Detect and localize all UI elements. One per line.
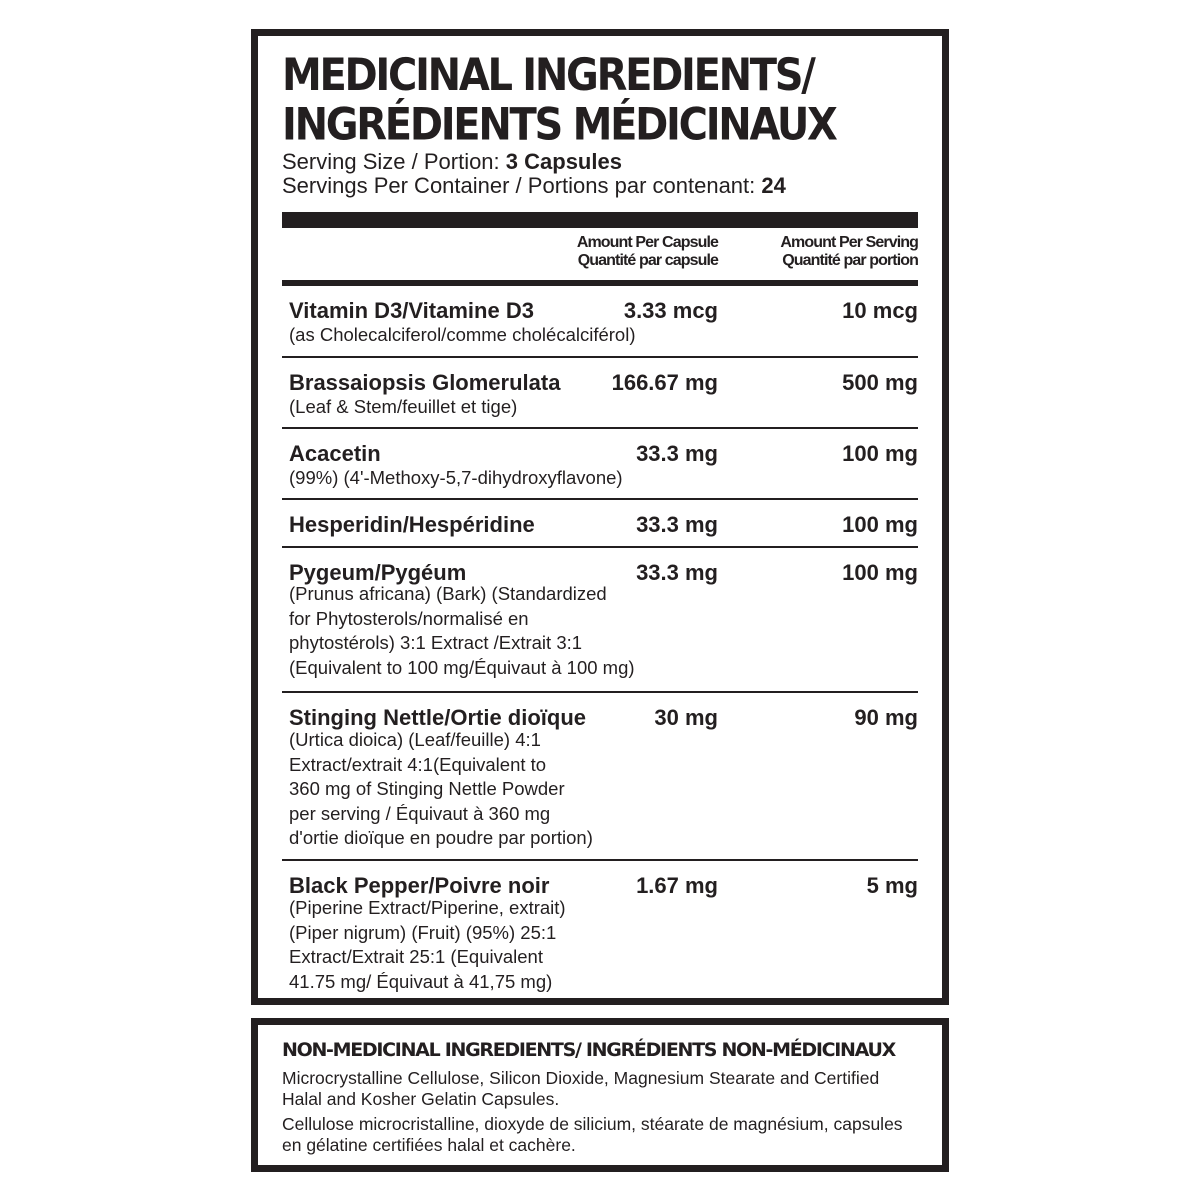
ingredient-description: (Prunus africana) (Bark) (Standardized for Phytosterols/normalisé en phytostérols) 3:1 Extract /Extrait 3:1 (Equivalent to 100 mg/Équivaut à 100 mg) <box>289 583 635 678</box>
amount-per-capsule: 1.67 mg <box>636 873 718 898</box>
ingredient-description: (Piperine Extract/Piperine, extrait) (Piper nigrum) (Fruit) (95%) 25:1 Extract/Extrait 25:1 (Equivalent 41.75 mg/ Équivaut à 41,75 mg) <box>289 897 566 992</box>
ingredient-description: (as Cholecalciferol/comme cholécalciférol) <box>289 324 636 345</box>
ingredient-description: (Urtica dioica) (Leaf/feuille) 4:1 Extract/extrait 4:1(Equivalent to 360 mg of Stinging Nettle Powder per serving / Équivaut à 360 mg d'ortie dioïque en poudre par portion) <box>289 729 593 848</box>
non-medicinal-text-fr: Cellulose microcristalline, dioxyde de silicium, stéarate de magnésium, capsules en gélatine certifiées halal et cachère. <box>282 1114 903 1155</box>
amount-per-serving: 500 mg <box>842 370 918 395</box>
ingredient-table <box>282 286 918 1003</box>
ingredient-name: Brassaiopsis Glomerulata <box>289 370 561 395</box>
serving-size <box>282 150 918 174</box>
ingredient-description: (99%) (4'-Methoxy-5,7-dihydroxyflavone) <box>289 467 623 488</box>
serving-info <box>282 150 918 198</box>
medicinal-ingredients-panel <box>251 29 949 1005</box>
amount-per-capsule: 3.33 mcg <box>623 298 718 323</box>
amount-per-capsule: 30 mg <box>654 705 718 730</box>
serving-size-label: Serving Size / Portion: <box>282 149 506 174</box>
ingredient-row <box>282 861 918 1003</box>
non-medicinal-ingredients-panel <box>251 1018 949 1172</box>
header-per-capsule-en: Amount Per Capsule <box>576 234 718 251</box>
ingredient-row <box>282 358 918 429</box>
ingredient-row <box>282 429 918 500</box>
amount-per-capsule: 33.3 mg <box>636 560 718 585</box>
amount-per-serving: 90 mg <box>854 705 918 730</box>
ingredient-name: Black Pepper/Poivre noir <box>289 873 550 898</box>
amount-per-serving: 100 mg <box>842 441 918 466</box>
header-per-serving-en: Amount Per Serving <box>780 234 918 251</box>
divider-thick <box>282 212 918 228</box>
header-per-capsule-fr: Quantité par capsule <box>577 252 718 269</box>
amount-per-serving: 5 mg <box>866 873 918 898</box>
amount-per-capsule: 33.3 mg <box>636 512 718 537</box>
ingredient-name: Hesperidin/Hespéridine <box>289 512 535 537</box>
ingredient-row <box>282 548 918 693</box>
amount-per-serving: 100 mg <box>842 512 918 537</box>
header-per-serving <box>780 234 918 270</box>
non-medicinal-text-en: Microcrystalline Cellulose, Silicon Dioxide, Magnesium Stearate and Certified Halal and Kosher Gelatin Capsules. <box>282 1068 880 1109</box>
ingredient-name: Acacetin <box>289 441 381 466</box>
servings-per-container-label: Servings Per Container / Portions par contenant: <box>282 173 762 198</box>
ingredient-row <box>282 286 918 358</box>
ingredient-row <box>282 500 918 548</box>
amount-per-serving: 10 mcg <box>842 298 918 323</box>
ingredient-name: Pygeum/Pygéum <box>289 560 467 585</box>
serving-size-value: 3 Capsules <box>505 149 622 174</box>
header-per-serving-fr: Quantité par portion <box>782 252 918 269</box>
ingredient-name: Vitamin D3/Vitamine D3 <box>289 298 534 323</box>
non-medicinal-title: NON-MEDICINAL INGREDIENTS/ INGRÉDIENTS NON-MÉDICINAUX <box>282 1039 895 1061</box>
title-line-en: MEDICINAL INGREDIENTS/ <box>282 49 814 102</box>
header-per-capsule <box>577 234 718 270</box>
ingredient-name: Stinging Nettle/Ortie dioïque <box>289 705 586 730</box>
ingredient-row <box>282 693 918 861</box>
amount-per-serving: 100 mg <box>842 560 918 585</box>
servings-per-container <box>282 174 918 198</box>
title-line-fr: INGRÉDIENTS MÉDICINAUX <box>282 99 836 151</box>
panel-title <box>282 51 918 150</box>
amount-per-capsule: 166.67 mg <box>611 370 718 395</box>
amount-per-capsule: 33.3 mg <box>636 441 718 466</box>
column-headers <box>282 228 918 286</box>
ingredient-description: (Leaf & Stem/feuillet et tige) <box>289 396 518 417</box>
servings-per-container-value: 24 <box>761 173 786 198</box>
